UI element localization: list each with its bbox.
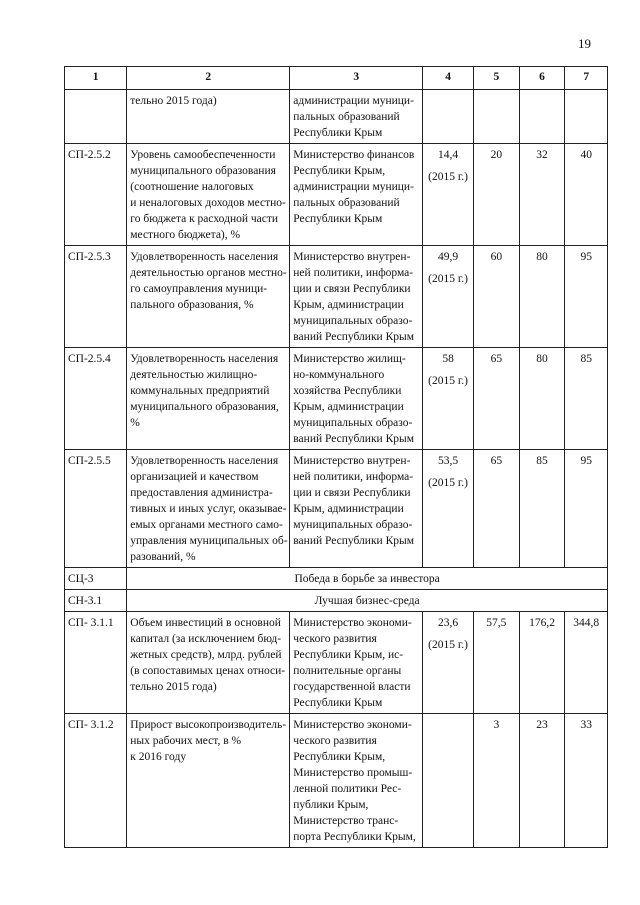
indicator-name: [127, 612, 290, 714]
indicator-line: Прирост высокопроизводитель-: [130, 719, 287, 731]
indicator-line: управления муниципальных об-: [130, 535, 288, 547]
target-value-v7: 40: [565, 144, 608, 246]
indicator-line: Объем инвестиций в основной: [130, 617, 281, 629]
target-value-v7: 33: [565, 714, 608, 848]
indicator-line: (соотношение налоговых: [130, 181, 254, 193]
table-row: [65, 144, 608, 246]
responsible-line: ваний Республики Крым: [293, 331, 414, 343]
base-value-number: 14,4: [438, 149, 459, 161]
base-value: [423, 450, 474, 568]
responsible-body: [290, 450, 423, 568]
indicator-line: капитал (за исключением бюд-: [130, 633, 282, 645]
target-value-v7: 344,8: [565, 612, 608, 714]
target-value-v7: 95: [565, 246, 608, 348]
target-value-v7: 85: [565, 348, 608, 450]
target-value-v5: 57,5: [474, 612, 520, 714]
indicator-line: емых органами местного само-: [130, 519, 283, 531]
responsible-line: муниципальных образо-: [293, 519, 413, 531]
responsible-line: ней политики, информа-: [293, 471, 414, 483]
base-value-year: (2015 г.): [428, 273, 469, 285]
responsible-line: администрации муници-: [293, 181, 414, 193]
indicator-line: деятельностью органов местно-: [130, 267, 287, 279]
page-number: 19: [578, 36, 591, 51]
section-code: СН-3.1: [65, 590, 127, 612]
responsible-line: ческого развития: [293, 735, 377, 747]
responsible-line: Министерство финансов: [293, 149, 415, 161]
base-value-year: (2015 г.): [428, 375, 469, 387]
col-header: 7: [565, 67, 608, 90]
col-header: 6: [519, 67, 565, 90]
indicator-line: %: [130, 417, 140, 429]
indicator-line: муниципального образования: [130, 165, 276, 177]
base-value-number: 23,6: [438, 617, 459, 629]
indicator-line: Удовлетворенность населения: [130, 353, 279, 365]
responsible-line: ней политики, информа-: [293, 267, 414, 279]
indicator-name: [127, 144, 290, 246]
responsible-line: полнительные органы: [293, 665, 402, 677]
section-row-sc3: [65, 568, 608, 590]
responsible-line: Министерство жилищ-: [293, 353, 406, 365]
indicator-line: (в сопоставимых ценах относи-: [130, 665, 286, 677]
indicator-line: организацией и качеством: [130, 471, 259, 483]
indicator-line: разований, %: [130, 551, 196, 563]
indicator-code: СП-2.5.4: [65, 348, 127, 450]
section-title: Лучшая бизнес-среда: [127, 590, 608, 612]
responsible-line: порта Республики Крым,: [293, 831, 416, 843]
indicator-line: предоставления администра-: [130, 487, 273, 499]
base-value-year: (2015 г.): [428, 477, 469, 489]
responsible-body: [290, 612, 423, 714]
indicator-line: го бюджета к расходной части: [130, 213, 279, 225]
indicator-line: ных рабочих мест, в %: [130, 735, 242, 747]
table-row: [65, 612, 608, 714]
target-value-v6: 176,2: [519, 612, 565, 714]
responsible-line: Республики Крым, ис-: [293, 649, 404, 661]
responsible-line: ленной политики Рес-: [293, 783, 402, 795]
indicators-table: [64, 66, 608, 848]
indicator-name: [127, 714, 290, 848]
col-header: 4: [423, 67, 474, 90]
responsible-body: [290, 90, 423, 144]
responsible-line: Министерство транс-: [293, 815, 399, 827]
col-header: 3: [290, 67, 423, 90]
target-value-v6: 80: [519, 348, 565, 450]
base-value: [423, 348, 474, 450]
indicator-code: СП-2.5.2: [65, 144, 127, 246]
indicator-code: СП-2.5.3: [65, 246, 127, 348]
responsible-line: ции и связи Республики: [293, 283, 411, 295]
header-row: [65, 67, 608, 90]
responsible-line: ваний Республики Крым: [293, 433, 414, 445]
responsible-line: Республики Крым: [293, 213, 383, 225]
target-value-v6: 85: [519, 450, 565, 568]
base-value-year: (2015 г.): [428, 639, 469, 651]
responsible-body: [290, 144, 423, 246]
indicator-line: коммунальных предприятий: [130, 385, 270, 397]
indicator-line: Уровень самообеспеченности: [130, 149, 276, 161]
responsible-line: Министерство внутрен-: [293, 455, 411, 467]
indicator-code: СП- 3.1.2: [65, 714, 127, 848]
target-value-v5: 65: [474, 450, 520, 568]
responsible-line: государственной власти: [293, 681, 411, 693]
col-header: 5: [474, 67, 520, 90]
col-header: 1: [65, 67, 127, 90]
base-value-number: 49,9: [438, 251, 459, 263]
indicator-line: тивных и иных услуг, оказывае-: [130, 503, 287, 515]
responsible-line: хозяйства Республики: [293, 385, 402, 397]
responsible-body: [290, 348, 423, 450]
indicator-line: го самоуправления муници-: [130, 283, 268, 295]
target-value-v5: [474, 90, 520, 144]
target-value-v6: [519, 90, 565, 144]
indicator-line: тельно 2015 года): [130, 95, 217, 107]
target-value-v7: [565, 90, 608, 144]
indicator-line: тельно 2015 года): [130, 681, 217, 693]
indicator-line: к 2016 году: [130, 751, 187, 763]
target-value-v5: 20: [474, 144, 520, 246]
responsible-line: администрации муници-: [293, 95, 414, 107]
responsible-line: публики Крым,: [293, 799, 369, 811]
target-value-v5: 3: [474, 714, 520, 848]
base-value: [423, 90, 474, 144]
indicator-line: пального образования, %: [130, 299, 254, 311]
indicator-line: и неналоговых доходов местно-: [130, 197, 286, 209]
responsible-line: Министерство внутрен-: [293, 251, 411, 263]
target-value-v5: 60: [474, 246, 520, 348]
responsible-line: Министерство экономи-: [293, 617, 412, 629]
target-value-v6: 80: [519, 246, 565, 348]
responsible-line: муниципальных образо-: [293, 315, 413, 327]
indicator-code: СП-2.5.5: [65, 450, 127, 568]
responsible-line: Крым, администрации: [293, 299, 404, 311]
table-row: [65, 348, 608, 450]
target-value-v6: 32: [519, 144, 565, 246]
indicator-line: жетных средств), млрд. рублей: [130, 649, 282, 661]
base-value: [423, 714, 474, 848]
base-value-number: 53,5: [438, 455, 459, 467]
indicator-line: Удовлетворенность населения: [130, 455, 279, 467]
responsible-line: ции и связи Республики: [293, 487, 411, 499]
target-value-v6: 23: [519, 714, 565, 848]
indicator-code: [65, 90, 127, 144]
indicator-line: Удовлетворенность населения: [130, 251, 279, 263]
responsible-line: пальных образований: [293, 111, 400, 123]
indicator-name: [127, 348, 290, 450]
responsible-body: [290, 246, 423, 348]
base-value-number: 58: [442, 353, 454, 365]
responsible-line: Республики Крым,: [293, 165, 386, 177]
responsible-line: пальных образований: [293, 197, 400, 209]
base-value: [423, 144, 474, 246]
target-value-v5: 65: [474, 348, 520, 450]
target-value-v7: 95: [565, 450, 608, 568]
responsible-line: Крым, администрации: [293, 503, 404, 515]
table-row: [65, 714, 608, 848]
base-value: [423, 246, 474, 348]
responsible-line: Министерство экономи-: [293, 719, 412, 731]
responsible-line: ваний Республики Крым: [293, 535, 414, 547]
base-value-year: (2015 г.): [428, 171, 469, 183]
indicator-name: [127, 450, 290, 568]
responsible-line: ческого развития: [293, 633, 377, 645]
indicator-name: [127, 90, 290, 144]
responsible-line: но-коммунального: [293, 369, 385, 381]
table-row: [65, 90, 608, 144]
indicator-name: [127, 246, 290, 348]
table-row: [65, 246, 608, 348]
table-row: [65, 450, 608, 568]
section-title: Победа в борьбе за инвестора: [127, 568, 608, 590]
indicator-line: муниципального образования,: [130, 401, 279, 413]
col-header: 2: [127, 67, 290, 90]
section-code: СЦ-3: [65, 568, 127, 590]
indicator-line: местного бюджета), %: [130, 229, 241, 241]
responsible-body: [290, 714, 423, 848]
indicator-line: деятельностью жилищно-: [130, 369, 258, 381]
responsible-line: Крым, администрации: [293, 401, 404, 413]
responsible-line: Республики Крым: [293, 127, 383, 139]
responsible-line: Министерство промыш-: [293, 767, 413, 779]
responsible-line: Республики Крым,: [293, 751, 386, 763]
responsible-line: Республики Крым: [293, 697, 383, 709]
section-row-sn31: [65, 590, 608, 612]
base-value: [423, 612, 474, 714]
indicator-code: СП- 3.1.1: [65, 612, 127, 714]
responsible-line: муниципальных образо-: [293, 417, 413, 429]
